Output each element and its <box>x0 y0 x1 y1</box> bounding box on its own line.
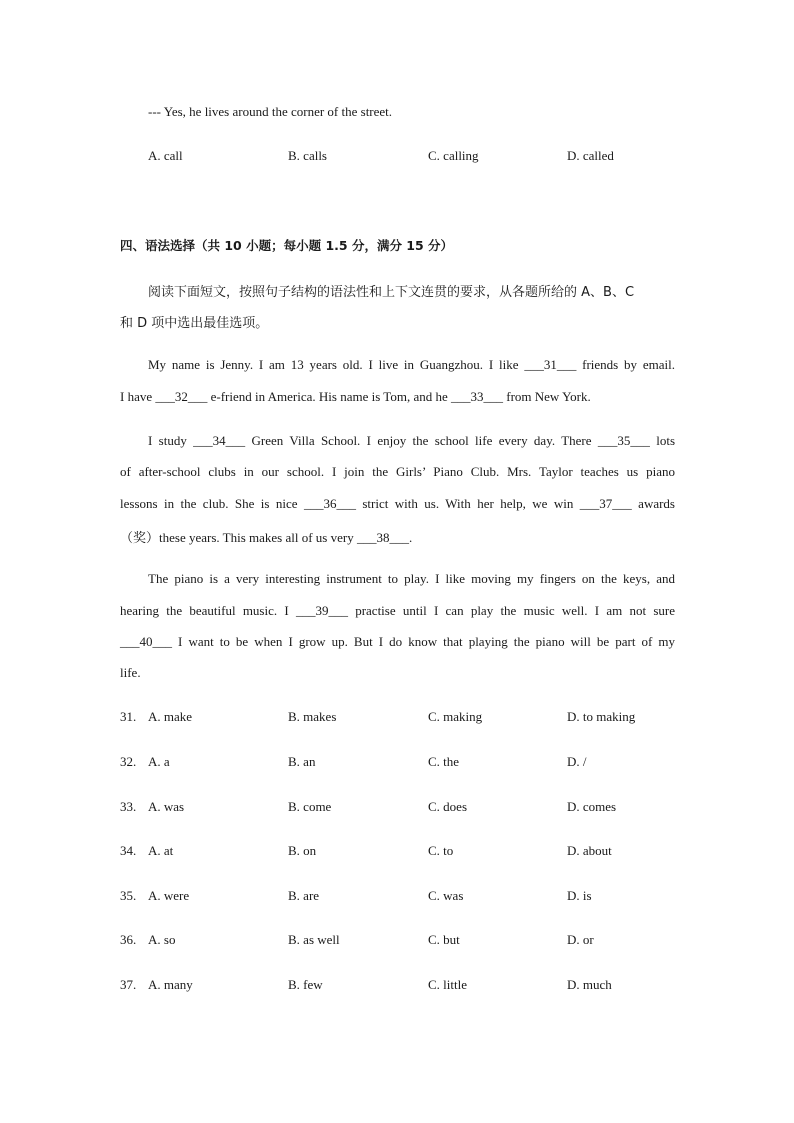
prev-answer-line: --- Yes, he lives around the corner of the street. <box>148 104 393 119</box>
option-b: B. come <box>288 799 332 814</box>
prev-option-c: C. calling <box>428 148 479 163</box>
option-b: B. makes <box>288 709 337 724</box>
option-d: D. or <box>567 932 594 947</box>
option-b: B. as well <box>288 932 340 947</box>
option-a: A. so <box>148 932 176 947</box>
option-b: B. on <box>288 843 317 858</box>
option-c: C. making <box>428 709 483 724</box>
option-c: C. does <box>428 799 467 814</box>
question-number: 32. <box>120 754 137 769</box>
instruction-line-2: 和 D 项中选出最佳选项。 <box>120 316 269 331</box>
question-number: 33. <box>120 799 137 814</box>
question-number: 31. <box>120 709 137 724</box>
option-d: D. is <box>567 888 592 903</box>
option-b: B. an <box>288 754 316 769</box>
passage-p2-line2: of after-school clubs in our school. I join the Girls’ Piano Club. Mrs. Taylor teaches us piano <box>120 464 675 479</box>
option-c: C. little <box>428 977 467 992</box>
passage-p3-line2: hearing the beautiful music. I ___39___ practise until I can play the music well. I am not sure <box>120 603 675 618</box>
option-d: D. comes <box>567 799 617 814</box>
option-d: D. to making <box>567 709 636 724</box>
option-d: D. about <box>567 843 612 858</box>
instruction-line-1: 阅读下面短文，按照句子结构的语法性和上下文连贯的要求，从各题所给的 A、B、C <box>148 285 635 300</box>
section-heading: 四、语法选择（共 10 小题；每小题 1.5 分，满分 15 分） <box>120 238 454 253</box>
passage-p2-line3: lessons in the club. She is nice ___36___ strict with us. With her help, we win ___37___ awards <box>120 496 675 511</box>
option-a: A. many <box>148 977 193 992</box>
option-c: C. the <box>428 754 460 769</box>
option-a: A. were <box>148 888 190 903</box>
question-number: 34. <box>120 843 137 858</box>
option-a: A. was <box>148 799 185 814</box>
prev-option-a: A. call <box>148 148 183 163</box>
passage-p3-line3: ___40___ I want to be when I grow up. But I do know that playing the piano will be part of my <box>120 634 675 649</box>
option-a: A. a <box>148 754 170 769</box>
option-a: A. at <box>148 843 174 858</box>
option-a: A. make <box>148 709 193 724</box>
prev-option-d: D. called <box>567 148 614 163</box>
passage-p3-line1: The piano is a very interesting instrument to play. I like moving my fingers on the keys, and <box>148 571 675 586</box>
passage-p1-line2: I have ___32___ e-friend in America. His name is Tom, and he ___33___ from New York. <box>120 389 591 404</box>
passage-p3-line4: life. <box>120 665 141 680</box>
passage-p1-line1: My name is Jenny. I am 13 years old. I live in Guangzhou. I like ___31___ friends by email. <box>148 357 675 372</box>
prev-option-b: B. calls <box>288 148 327 163</box>
option-d: D. much <box>567 977 612 992</box>
option-c: C. was <box>428 888 464 903</box>
question-number: 37. <box>120 977 137 992</box>
question-number: 36. <box>120 932 137 947</box>
option-b: B. few <box>288 977 323 992</box>
passage-p2-line1: I study ___34___ Green Villa School. I enjoy the school life every day. There ___35___ lots <box>148 433 675 448</box>
option-c: C. but <box>428 932 460 947</box>
option-c: C. to <box>428 843 454 858</box>
option-d: D. / <box>567 754 587 769</box>
option-b: B. are <box>288 888 320 903</box>
passage-p2-line4: （奖）these years. This makes all of us very ___38___. <box>120 530 413 545</box>
question-number: 35. <box>120 888 137 903</box>
